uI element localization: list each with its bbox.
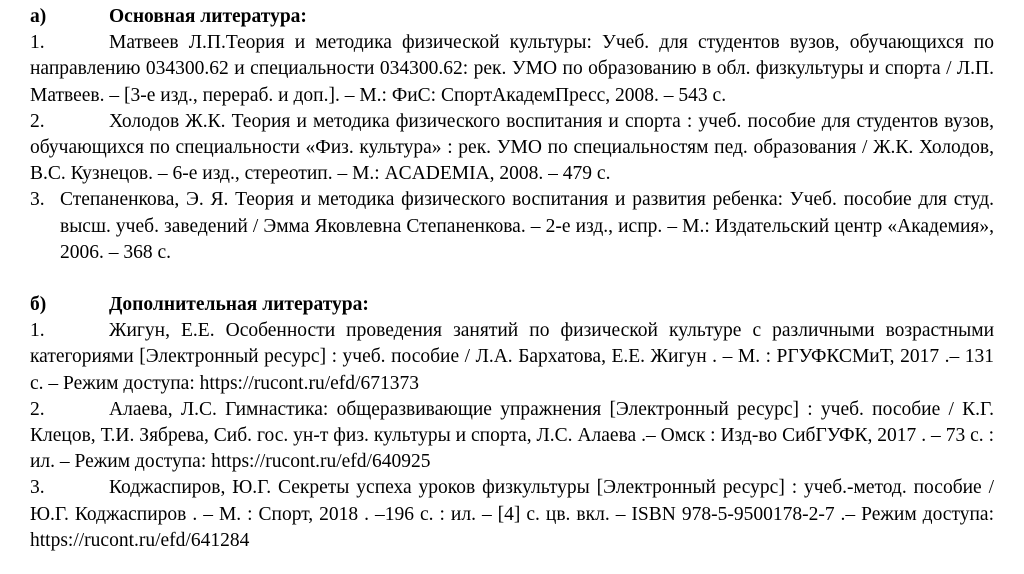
section-title: Дополнительная литература: (109, 294, 369, 316)
item-number: 1. (30, 32, 45, 54)
item-number: 2. (30, 110, 45, 132)
list-item (30, 187, 994, 266)
list-item (30, 109, 994, 188)
section-marker: б) (30, 294, 47, 316)
additional-literature-heading (30, 292, 994, 318)
bibliography (30, 4, 994, 554)
section-title: Основная литература: (109, 6, 307, 27)
list-item (30, 397, 994, 476)
item-number: 3. (30, 477, 45, 499)
item-text: Матвеев Л.П.Теория и методика физической культуры: Учеб. для студентов вузов, обучающихся по направлению 034300.62 и специальности 034300.62: рек. УМО по образованию в обл. физкультуры и спорта / Л.П. Матвеев. – [3-е изд., перераб. и доп.]. – М.: ФиС: СпортАкадемПресс, 2008. – 543 с. (30, 32, 994, 106)
item-number: 2. (30, 398, 45, 420)
item-text: Алаева, Л.С. Гимнастика: общеразвивающие упражнения [Электронный ресурс] : учеб. пособие / К.Г. Клецов, Т.И. Зябрева, Сиб. гос. ун-т физ. культуры и спорта, Л.С. Алаева .– Омск : Изд-во СибГУФК, 2017 . – 73 с. : ил. – Режим доступа: https://rucont.ru/efd/640925 (30, 398, 994, 473)
item-number: 1. (30, 320, 45, 342)
list-item (30, 318, 994, 397)
item-text: Жигун, Е.Е. Особенности проведения занятий по физической культуре с различными возрастными категориями [Электронный ресурс] : учеб. пособие / Л.А. Бархатова, Е.Е. Жигун . – М. : РГУФКСМиТ, 2017 .– 131 с. – Режим доступа: https://rucont.ru/efd/671373 (30, 320, 994, 394)
item-text: Коджаспиров, Ю.Г. Секреты успеха уроков физкультуры [Электронный ресурс] : учеб.-метод. пособие / Ю.Г. Коджаспиров . – М. : Спорт, 2018 . –196 с. : ил. – [4] с. цв. вкл. – ISBN 978-5-9500178-2-7 .– Режим доступа: https://rucont.ru/efd/641284 (30, 477, 994, 551)
section-spacer (30, 266, 994, 292)
list-item (30, 475, 994, 554)
item-text: Холодов Ж.К. Теория и методика физического воспитания и спорта : учеб. пособие для студентов вузов, обучающихся по специальности «Физ. культура» : рек. УМО по специальностям пед. образования / Ж.К. Холодов, В.С. Кузнецов. – 6-е изд., стереотип. – М.: ACADEMIA, 2008. – 479 с. (30, 110, 994, 185)
section-marker: а) (30, 6, 47, 27)
list-item (30, 30, 994, 109)
main-literature-heading (30, 4, 994, 30)
item-text: Степаненкова, Э. Я. Теория и методика физического воспитания и развития ребенка: Учеб. пособие для студ. высш. учеб. заведений / Эмма Яковлевна Степаненкова. – 2-е изд., испр. – М.: Издательский центр «Академия», 2006. – 368 с. (60, 189, 994, 263)
item-number: 3. (30, 189, 45, 211)
